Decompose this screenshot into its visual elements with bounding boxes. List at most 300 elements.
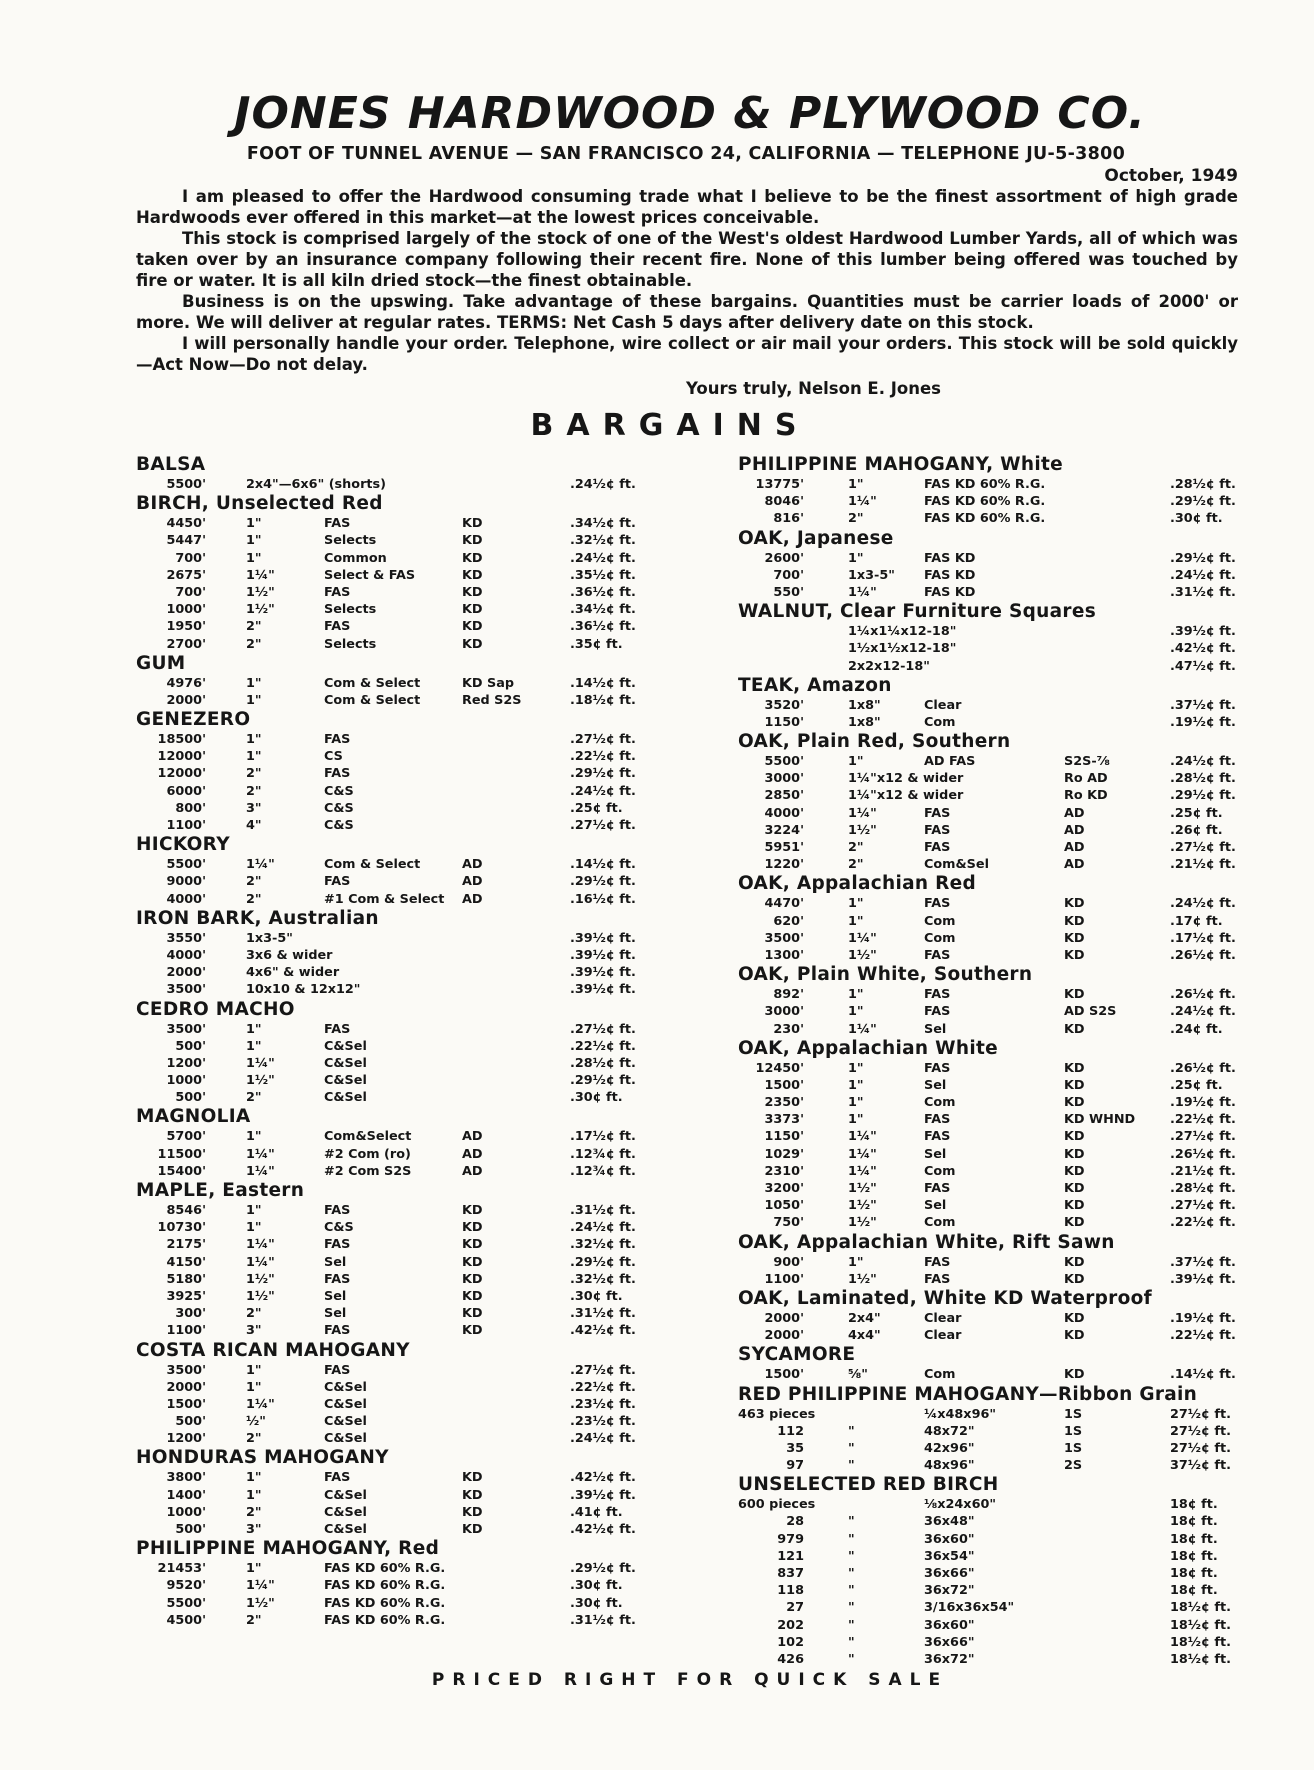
row-size: 1": [246, 1203, 262, 1218]
row-grade: FAS: [924, 1254, 951, 1270]
row-size: 1": [246, 1487, 262, 1503]
row-grade: FAS: [324, 584, 351, 600]
row-quantity: 2700': [166, 636, 206, 652]
row-size: 2": [246, 783, 262, 799]
price-row: [136, 930, 656, 947]
row-price: .14½¢ ft.: [570, 857, 636, 873]
price-section: [738, 528, 1248, 602]
row-size: 1x3-5": [848, 567, 895, 583]
row-price: 18¢ ft.: [1170, 1548, 1218, 1564]
price-row: [738, 1531, 1248, 1548]
price-section: [136, 709, 656, 834]
row-size: 3": [246, 1323, 262, 1339]
price-section: [136, 908, 656, 999]
row-size: 2": [246, 619, 262, 635]
price-row: [738, 550, 1248, 567]
row-quantity: 3520': [764, 697, 804, 713]
row-size: 1": [848, 754, 864, 770]
row-dry: KD: [462, 1288, 483, 1304]
price-row: [136, 1487, 656, 1504]
row-size: 1": [246, 533, 262, 549]
row-size: 2": [848, 857, 864, 873]
row-size: 1": [246, 1021, 262, 1037]
row-size: 1": [848, 1060, 864, 1076]
letter-date: October, 1949: [1104, 166, 1238, 186]
row-dry: AD: [462, 1163, 483, 1179]
row-size: 1¼": [246, 1055, 275, 1071]
row-price: .27½¢ ft.: [1170, 1129, 1236, 1145]
row-quantity: 1220': [764, 857, 804, 873]
row-size: 1¼": [848, 1146, 877, 1162]
price-row: [738, 856, 1248, 873]
row-grade: Com & Select: [324, 857, 421, 873]
row-price: .28½¢ ft.: [1170, 477, 1236, 492]
row-grade: FAS KD 60% R.G.: [924, 511, 1046, 527]
price-row: [136, 1146, 656, 1163]
row-price: .25¢ ft.: [570, 800, 623, 816]
price-section: [738, 1384, 1248, 1475]
row-grade: C&S: [324, 800, 354, 816]
row-grade: C&Sel: [324, 1038, 367, 1054]
row-price: .30¢ ft.: [570, 1578, 623, 1594]
row-quantity: 3500': [764, 930, 804, 946]
row-dry: 1S: [1064, 1406, 1083, 1422]
row-dry: KD: [462, 1323, 483, 1339]
left-price-column: [136, 454, 656, 1629]
row-quantity: 15400': [157, 1163, 206, 1179]
row-price: .19½¢ ft.: [1170, 1310, 1236, 1326]
row-quantity: 3500': [166, 1021, 206, 1037]
row-quantity: 11500': [157, 1146, 206, 1162]
row-quantity: 463 pieces: [738, 1406, 816, 1422]
row-size: ": [848, 1514, 855, 1530]
row-size: 1½": [246, 1288, 275, 1304]
price-row: [136, 748, 656, 765]
row-size: ": [848, 1600, 855, 1616]
row-price: .29½¢ ft.: [570, 1073, 636, 1089]
row-size: 2": [246, 1306, 262, 1322]
price-row: [136, 817, 656, 834]
row-grade: Com & Select: [324, 675, 421, 691]
price-section: [738, 675, 1248, 731]
row-grade: Com: [924, 1215, 956, 1231]
row-dry: KD: [1064, 1198, 1085, 1214]
row-grade: Com&Select: [324, 1129, 412, 1145]
row-dry: KD: [462, 1237, 483, 1253]
row-quantity: 4500': [166, 1612, 206, 1628]
section-heading: BIRCH, Unselected Red: [136, 493, 383, 515]
price-section: [136, 1180, 656, 1340]
row-size: 1": [848, 987, 864, 1003]
row-quantity: 426: [777, 1651, 804, 1667]
row-grade: FAS KD: [924, 550, 976, 566]
price-row: [738, 1457, 1248, 1474]
section-heading: OAK, Appalachian White, Rift Sawn: [738, 1231, 1115, 1253]
price-section: [738, 1038, 1248, 1232]
row-quantity: 892': [773, 987, 804, 1003]
row-size: 1": [848, 913, 864, 929]
row-grade: FAS: [924, 1112, 951, 1128]
row-size: 1": [246, 675, 262, 691]
price-row: [136, 1577, 656, 1594]
row-quantity: 18500': [157, 732, 206, 748]
row-price: .30¢ ft.: [1170, 511, 1223, 527]
row-size: 2": [848, 840, 864, 855]
row-quantity: 700': [773, 567, 804, 583]
row-grade: 36x66": [924, 1634, 975, 1650]
row-grade: Sel: [924, 1021, 947, 1037]
row-size: 1": [848, 1095, 864, 1111]
row-size: 2x4": [848, 1310, 881, 1326]
row-dry: AD: [462, 857, 483, 873]
row-grade: C&Sel: [324, 1431, 367, 1447]
row-quantity: 3200': [764, 1181, 804, 1196]
row-size: 2": [246, 1090, 262, 1106]
row-dry: KD: [1064, 1271, 1085, 1287]
row-price: 18½¢ ft.: [1170, 1600, 1231, 1616]
row-quantity: 1500': [764, 1077, 804, 1093]
row-price: .32½¢ ft.: [570, 1237, 636, 1253]
row-quantity: 900': [773, 1254, 804, 1270]
row-size: ½": [246, 1414, 266, 1430]
price-row: [738, 714, 1248, 731]
row-price: .29½¢ ft.: [570, 874, 636, 890]
row-quantity: 1100': [166, 818, 206, 833]
row-size: 1½": [848, 1181, 877, 1196]
row-grade: C&S: [324, 1220, 354, 1236]
section-heading: IRON BARK, Australian: [136, 907, 379, 929]
row-size: 2": [246, 891, 262, 907]
price-row: [136, 731, 656, 748]
row-grade: Sel: [924, 1146, 947, 1162]
row-price: .22½¢ ft.: [570, 1379, 636, 1395]
price-row: [136, 567, 656, 584]
row-size: ": [848, 1440, 855, 1456]
row-dry: AD S2S: [1064, 1004, 1117, 1020]
price-row: [136, 856, 656, 873]
row-price: .39½¢ ft.: [1170, 624, 1236, 640]
section-heading: MAGNOLIA: [136, 1106, 251, 1128]
row-dry: KD: [462, 1470, 483, 1486]
row-price: 18¢ ft.: [1170, 1531, 1218, 1547]
price-row: [738, 1565, 1248, 1582]
row-grade: FAS KD 60% R.G.: [324, 1578, 446, 1594]
row-grade: FAS: [924, 840, 951, 855]
price-row: [738, 640, 1248, 657]
row-price: .12¾¢ ft.: [570, 1163, 636, 1179]
row-quantity: 2675': [166, 567, 206, 583]
price-section: [136, 1538, 656, 1629]
row-grade: FAS: [324, 732, 351, 748]
company-address: FOOT OF TUNNEL AVENUE — SAN FRANCISCO 24, CALIFORNIA — TELEPHONE JU-5-3800: [246, 144, 1126, 164]
row-dry: KD: [1064, 1077, 1085, 1093]
row-price: .24½¢ ft.: [570, 477, 636, 492]
row-price: .30¢ ft.: [570, 1090, 623, 1106]
price-section: [738, 731, 1248, 873]
row-grade: 36x48": [924, 1514, 975, 1530]
row-grade: FAS: [324, 1470, 351, 1486]
row-price: .22½¢ ft.: [570, 1038, 636, 1054]
row-dry: KD Sap: [462, 675, 515, 691]
row-grade: 36x66": [924, 1566, 975, 1581]
price-row: [136, 1288, 656, 1305]
row-grade: FAS KD 60% R.G.: [324, 1561, 446, 1577]
row-size: 1x8": [848, 697, 881, 713]
row-price: .23½¢ ft.: [570, 1396, 636, 1412]
row-grade: FAS: [324, 619, 351, 635]
price-section: [738, 873, 1248, 964]
row-quantity: 3800': [166, 1470, 206, 1486]
section-heading: PHILIPPINE MAHOGANY, White: [738, 454, 1063, 475]
row-grade: FAS: [324, 1271, 351, 1287]
price-section: [738, 1344, 1248, 1383]
row-size: 1½": [848, 822, 877, 838]
price-section: [136, 1106, 656, 1180]
row-grade: ¼x48x96": [924, 1406, 997, 1422]
row-dry: KD: [1064, 947, 1085, 963]
row-size: 4x4": [848, 1328, 881, 1344]
price-row: [738, 476, 1248, 493]
row-price: .17¢ ft.: [1170, 913, 1223, 929]
row-size: 2": [246, 1612, 262, 1628]
row-quantity: 5700': [166, 1129, 206, 1145]
row-size: 1": [848, 477, 864, 492]
row-size: 1": [848, 1112, 864, 1128]
price-row: [136, 765, 656, 782]
row-quantity: 3000': [764, 1004, 804, 1020]
row-grade: #1 Com & Select: [324, 891, 445, 907]
row-dry: Ro AD: [1064, 771, 1108, 787]
price-row: [738, 1423, 1248, 1440]
row-dry: KD: [462, 602, 483, 618]
price-row: [738, 697, 1248, 714]
row-price: 18¢ ft.: [1170, 1497, 1218, 1513]
price-section: [738, 1474, 1248, 1668]
section-heading: OAK, Japanese: [738, 527, 894, 549]
row-quantity: 3925': [166, 1288, 206, 1304]
row-price: .22½¢ ft.: [1170, 1328, 1236, 1344]
row-price: .32½¢ ft.: [570, 1271, 636, 1287]
row-price: .30¢ ft.: [570, 1288, 623, 1304]
row-size: 1": [848, 550, 864, 566]
row-dry: KD: [462, 1306, 483, 1322]
row-grade: ⅛x24x60": [924, 1497, 997, 1513]
row-price: .26½¢ ft.: [1170, 1146, 1236, 1162]
row-dry: KD: [462, 1254, 483, 1270]
row-grade: FAS: [324, 1021, 351, 1037]
price-row: [136, 1089, 656, 1106]
row-price: .27½¢ ft.: [570, 818, 636, 833]
row-grade: Select & FAS: [324, 567, 416, 583]
row-price: .27½¢ ft.: [570, 1021, 636, 1037]
row-grade: Com: [924, 714, 956, 730]
row-dry: AD: [462, 1129, 483, 1145]
row-dry: 1S: [1064, 1423, 1083, 1439]
row-price: .27½¢ ft.: [570, 732, 636, 748]
row-size: 1": [246, 1362, 262, 1378]
price-row: [738, 510, 1248, 527]
row-quantity: 102: [777, 1634, 804, 1650]
row-grade: FAS: [924, 1129, 951, 1145]
row-quantity: 230': [773, 1021, 804, 1037]
row-dry: KD: [1064, 913, 1085, 929]
row-grade: C&S: [324, 818, 354, 833]
section-heading: COSTA RICAN MAHOGANY: [136, 1339, 410, 1361]
row-grade: Selects: [324, 602, 377, 618]
letter-paragraph: Business is on the upswing. Take advantage of these bargains. Quantities must be carrier loads of 2000' or more. We will deliver at regular rates. TERMS: Net Cash 5 days after delivery date on this stock.: [136, 292, 1238, 332]
row-dry: KD: [462, 636, 483, 652]
row-size: 1½": [246, 1595, 275, 1611]
price-row: [136, 981, 656, 998]
row-quantity: 4470': [764, 896, 804, 912]
row-size: 1¼"x12 & wider: [848, 788, 964, 804]
price-row: [136, 532, 656, 549]
row-dry: KD: [462, 1522, 483, 1537]
row-dry: S2S-⅞: [1064, 754, 1110, 770]
row-price: .42½¢ ft.: [570, 1470, 636, 1486]
row-size: 1¼": [246, 1578, 275, 1594]
row-quantity: 27: [786, 1600, 804, 1616]
row-dry: KD: [462, 516, 483, 532]
price-row: [136, 476, 656, 493]
row-grade: 36x60": [924, 1617, 975, 1633]
row-quantity: 1000': [166, 1073, 206, 1089]
row-price: .30¢ ft.: [570, 1595, 623, 1611]
row-grade: CS: [324, 749, 343, 765]
price-row: [136, 800, 656, 817]
row-size: 1¼": [848, 1129, 877, 1145]
price-row: [136, 1322, 656, 1339]
letter-paragraph: This stock is comprised largely of the stock of one of the West's oldest Hardwood Lumber Yards, all of which was taken over by an insurance company following their recent fire. None of this lumber being offered was touched by fire or water. It is all kiln dried stock—the finest obtainable.: [136, 229, 1238, 290]
row-price: .42½¢ ft.: [1170, 641, 1236, 657]
price-row: [738, 567, 1248, 584]
row-size: 1½": [848, 1198, 877, 1214]
row-dry: KD: [1064, 930, 1085, 946]
row-grade: 36x60": [924, 1531, 975, 1547]
row-size: 1¼"x12 & wider: [848, 771, 964, 787]
row-quantity: 8046': [764, 494, 804, 510]
row-grade: FAS KD 60% R.G.: [924, 494, 1046, 510]
letter-paragraph: I will personally handle your order. Telephone, wire collect or air mail your orders. This stock will be sold quickly —Act Now—Do not delay.: [136, 334, 1238, 374]
row-grade: Sel: [324, 1254, 347, 1270]
row-quantity: 5500': [764, 754, 804, 770]
row-grade: FAS: [924, 1060, 951, 1076]
row-price: .34½¢ ft.: [570, 516, 636, 532]
row-dry: KD: [1064, 1146, 1085, 1162]
row-size: 1½": [246, 1073, 275, 1089]
row-price: .31½¢ ft.: [570, 1306, 636, 1322]
row-size: ": [848, 1634, 855, 1650]
row-quantity: 5180': [166, 1271, 206, 1287]
row-price: .27½¢ ft.: [1170, 1198, 1236, 1214]
price-section: [738, 1288, 1248, 1344]
row-grade: Sel: [924, 1198, 947, 1214]
price-row: [738, 1406, 1248, 1423]
row-price: 18½¢ ft.: [1170, 1617, 1231, 1633]
row-grade: Selects: [324, 533, 377, 549]
row-price: .35½¢ ft.: [570, 567, 636, 583]
row-quantity: 500': [175, 1522, 206, 1537]
price-section: [136, 999, 656, 1107]
row-price: .24½¢ ft.: [570, 550, 636, 566]
row-quantity: 4150': [166, 1254, 206, 1270]
row-size: 1½": [246, 1271, 275, 1287]
row-quantity: 1029': [764, 1146, 804, 1162]
bargains-heading: BARGAINS: [530, 408, 810, 443]
row-quantity: 800': [175, 800, 206, 816]
row-quantity: 202: [777, 1617, 804, 1633]
row-grade: Clear: [924, 1328, 962, 1344]
row-price: .24½¢ ft.: [1170, 1004, 1236, 1020]
row-dry: AD: [1064, 840, 1085, 855]
letter-paragraph: I am pleased to offer the Hardwood consuming trade what I believe to be the finest assortment of high grade Hardwoods ever offered in this market—at the lowest prices conceivable.: [136, 187, 1238, 227]
price-section: [136, 1447, 656, 1538]
row-grade: C&S: [324, 783, 354, 799]
row-grade: C&Sel: [324, 1090, 367, 1106]
row-grade: FAS: [324, 1362, 351, 1378]
price-row: [136, 584, 656, 601]
row-grade: 3/16x36x54": [924, 1600, 1015, 1616]
row-quantity: 4000': [764, 805, 804, 821]
price-row: [738, 623, 1248, 640]
price-row: [738, 895, 1248, 912]
row-grade: C&Sel: [324, 1414, 367, 1430]
row-price: .39½¢ ft.: [570, 947, 636, 963]
row-quantity: 5500': [166, 857, 206, 873]
section-heading: OAK, Plain White, Southern: [738, 964, 1033, 986]
price-row: [738, 1327, 1248, 1344]
row-size: 1": [246, 732, 262, 748]
section-heading: BALSA: [136, 454, 206, 475]
price-row: [738, 1146, 1248, 1163]
price-row: [136, 1021, 656, 1038]
row-quantity: 1400': [166, 1487, 206, 1503]
row-quantity: 1000': [166, 602, 206, 618]
row-size: 1": [246, 550, 262, 566]
price-row: [136, 891, 656, 908]
row-price: 18¢ ft.: [1170, 1514, 1218, 1530]
row-quantity: 8546': [166, 1203, 206, 1218]
row-price: .39½¢ ft.: [570, 982, 636, 998]
row-size: ": [848, 1651, 855, 1667]
row-quantity: 97: [786, 1458, 804, 1474]
row-price: .34½¢ ft.: [570, 602, 636, 618]
price-row: [136, 1236, 656, 1253]
row-grade: Sel: [924, 1077, 947, 1093]
row-quantity: 3373': [764, 1112, 804, 1128]
row-price: .19½¢ ft.: [1170, 1095, 1236, 1111]
letter-body: [136, 186, 1238, 375]
price-row: [738, 1077, 1248, 1094]
row-quantity: 21453': [157, 1561, 206, 1577]
row-quantity: 12450': [755, 1060, 804, 1076]
price-row: [738, 1021, 1248, 1038]
row-dry: KD: [1064, 1129, 1085, 1145]
row-quantity: 2600': [764, 550, 804, 566]
row-price: .35¢ ft.: [570, 636, 623, 652]
price-row: [738, 986, 1248, 1003]
row-quantity: 550': [773, 584, 804, 600]
row-quantity: 12000': [157, 766, 206, 782]
row-quantity: 816': [773, 511, 804, 527]
row-quantity: 750': [773, 1215, 804, 1231]
row-size: 1": [246, 1561, 262, 1577]
row-dry: KD: [1064, 896, 1085, 912]
row-dry: KD: [1064, 1310, 1085, 1326]
price-row: [738, 770, 1248, 787]
row-dry: KD: [1064, 1254, 1085, 1270]
price-row: [136, 1219, 656, 1236]
